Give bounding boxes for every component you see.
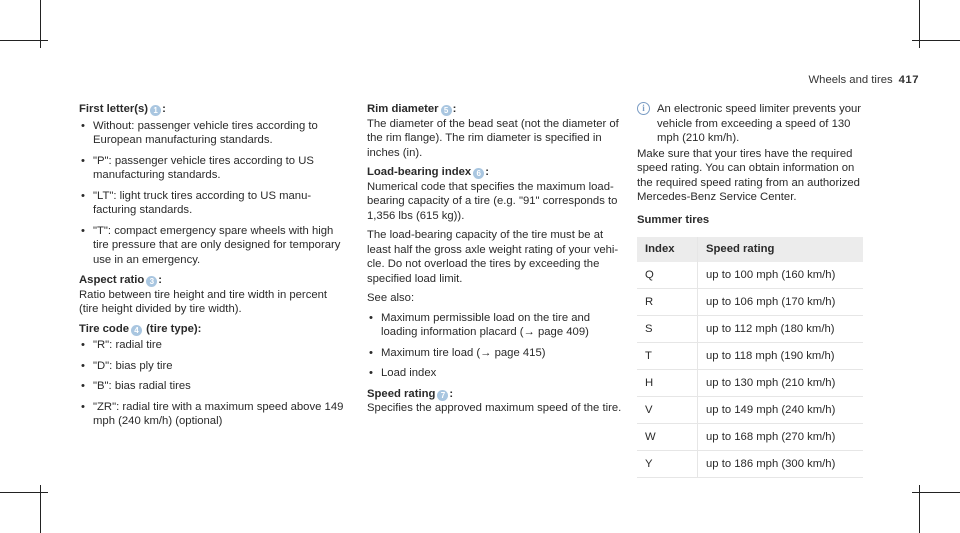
crop-mark: [0, 492, 48, 493]
column-3: [637, 102, 863, 478]
page-header: [809, 73, 920, 88]
callout-number: 7: [437, 390, 448, 401]
table-row: [637, 316, 863, 343]
crop-mark: [912, 492, 960, 493]
cell-speed: up to 100 mph (160 km/h): [698, 262, 864, 289]
load-text-1: Numerical code that specifies the maximum load-bearing capacity of a tire (e.g. "91" corresponds to 1,356 lbs (615 kg)).: [367, 180, 618, 222]
callout-number: 6: [473, 168, 484, 179]
cell-speed: up to 112 mph (180 km/h): [698, 316, 864, 343]
list-item: • Without: passenger vehicle tires according to European manufacturing standards.: [79, 119, 349, 148]
callout-number: 5: [441, 105, 452, 116]
heading-summer-tires: Summer tires: [637, 213, 710, 226]
rim-text: The diameter of the bead seat (not the diameter of the rim flange). The rim diameter is specified in inches (in).: [367, 117, 619, 159]
note-text: An electronic speed limiter prevents your vehicle from exceeding a speed of 130 mph (210 km/h).: [657, 103, 862, 144]
cell-speed: up to 149 mph (240 km/h): [698, 397, 864, 424]
heading-load-index: Load-bearing index 6 :: [367, 166, 489, 178]
list-item: • "ZR": radial tire with a maximum speed above 149 mph (240 km/h) (optional): [79, 400, 349, 429]
heading-aspect-ratio: Aspect ratio 3 :: [79, 274, 163, 286]
crop-mark: [912, 40, 960, 41]
cell-index: W: [637, 424, 698, 451]
cell-index: V: [637, 397, 698, 424]
letters-list: [79, 119, 349, 268]
list-item[interactable]: • Maximum permissible load on the tire and loading information placard (→ page 409): [367, 311, 629, 340]
table-row: [637, 397, 863, 424]
list-item: • Load index: [367, 366, 629, 381]
column-header-index: Index: [637, 237, 698, 262]
cell-index: H: [637, 370, 698, 397]
cell-speed: up to 106 mph (170 km/h): [698, 289, 864, 316]
cell-speed: up to 186 mph (300 km/h): [698, 451, 864, 478]
heading-rim-diameter: Rim diameter 5 :: [367, 103, 457, 115]
cell-index: Y: [637, 451, 698, 478]
crop-mark: [0, 40, 48, 41]
callout-number: 1: [150, 105, 161, 116]
list-item: • "R": radial tire: [79, 338, 349, 353]
speed-rating-table: [637, 237, 863, 478]
code-list: [79, 338, 349, 429]
column-header-speed: Speed rating: [698, 237, 864, 262]
callout-number: 4: [131, 325, 142, 336]
see-also-label: See also:: [367, 292, 415, 304]
callout-number: 3: [146, 276, 157, 287]
column-1: [79, 102, 349, 435]
table-row: [637, 370, 863, 397]
heading-tire-code: Tire code 4 (tire type):: [79, 322, 202, 335]
table-row: [637, 451, 863, 478]
cell-index: T: [637, 343, 698, 370]
list-item: • "B": bias radial tires: [79, 379, 349, 394]
info-icon: i: [637, 102, 650, 115]
list-item: • "LT": light truck tires according to US manufacturing standards.: [79, 189, 349, 218]
make-sure-text: Make sure that your tires have the required speed rating. You can obtain information on the required speed rating from an authorized Mercedes-Benz Service Center.: [637, 147, 860, 203]
list-item: • "T": compact emergency spare wheels with high tire pressure that are only designed for temporary use in an emergency.: [79, 224, 349, 268]
cell-speed: up to 168 mph (270 km/h): [698, 424, 864, 451]
list-item: • "D": bias ply tire: [79, 359, 349, 374]
table-row: [637, 424, 863, 451]
cell-index: S: [637, 316, 698, 343]
table-row: [637, 343, 863, 370]
page-number: 417: [898, 74, 919, 86]
section-title: Wheels and tires: [808, 74, 893, 86]
cell-index: R: [637, 289, 698, 316]
speed-text: Specifies the approved maximum speed of the tire.: [367, 402, 622, 414]
column-2: [367, 102, 629, 421]
info-note: [637, 102, 863, 146]
table-row: [637, 289, 863, 316]
cell-speed: up to 130 mph (210 km/h): [698, 370, 864, 397]
cell-index: Q: [637, 262, 698, 289]
list-item[interactable]: • Maximum tire load (→ page 415): [367, 346, 629, 361]
aspect-text: Ratio between tire height and tire width in percent (tire height divided by tire width).: [79, 288, 328, 315]
see-also-list: [367, 311, 629, 381]
heading-speed-rating: Speed rating 7 :: [367, 387, 454, 400]
table-row: [637, 262, 863, 289]
heading-first-letters: First letter(s) 1 :: [79, 103, 166, 115]
table-header-row: [637, 237, 863, 262]
cell-speed: up to 118 mph (190 km/h): [698, 343, 864, 370]
list-item: • "P": passenger vehicle tires according to US manufacturing standards.: [79, 154, 349, 183]
load-text-2: The load-bearing capacity of the tire must be at least half the gross axle weight rating of your vehicle. Do not overload the tires by exceeding the specified load limit.: [367, 229, 619, 285]
